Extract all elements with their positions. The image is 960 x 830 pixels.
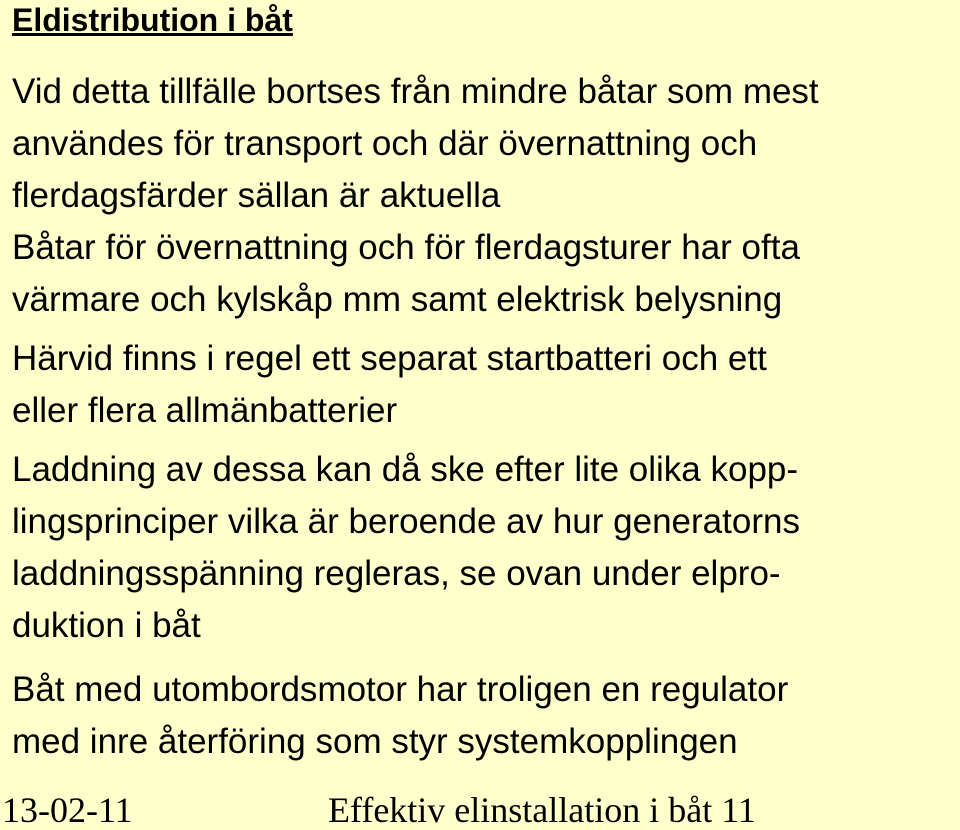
paragraph-batteries — [12, 333, 767, 437]
paragraph-line: användes för transport och där övernattning och — [12, 124, 758, 163]
paragraph-line: Vid detta tillfälle bortses från mindre båtar som mest — [12, 72, 819, 111]
paragraph-outboard — [12, 664, 788, 768]
paragraph-line: med inre återföring som styr systemkopplingen — [12, 722, 738, 761]
paragraph-line: eller flera allmänbatterier — [12, 391, 398, 430]
paragraph-line: Laddning av dessa kan då ske efter lite olika kopp- — [12, 450, 799, 489]
paragraph-line: lingsprinciper vilka är beroende av hur generatorns — [12, 502, 800, 541]
paragraph-line: laddningsspänning regleras, se ovan under elpro- — [12, 554, 781, 593]
paragraph-line: värmare och kylskåp mm samt elektrisk belysning — [12, 280, 783, 319]
paragraph-line: flerdagsfärder sällan är aktuella — [12, 176, 501, 215]
paragraph-charging — [12, 444, 800, 652]
slide-title: Eldistribution i båt — [12, 2, 293, 38]
paragraph-line: Härvid finns i regel ett separat startbatteri och ett — [12, 339, 767, 378]
footer-course-page: Effektiv elinstallation i båt 11 — [328, 790, 756, 830]
paragraph-line: duktion i båt — [12, 606, 201, 645]
paragraph-overnight-boats — [12, 222, 800, 326]
paragraph-line: Båt med utombordsmotor har troligen en regulator — [12, 670, 789, 709]
paragraph-small-boats — [12, 66, 819, 222]
footer-date: 13-02-11 — [2, 790, 133, 830]
paragraph-line: Båtar för övernattning och för flerdagsturer har ofta — [12, 228, 800, 267]
